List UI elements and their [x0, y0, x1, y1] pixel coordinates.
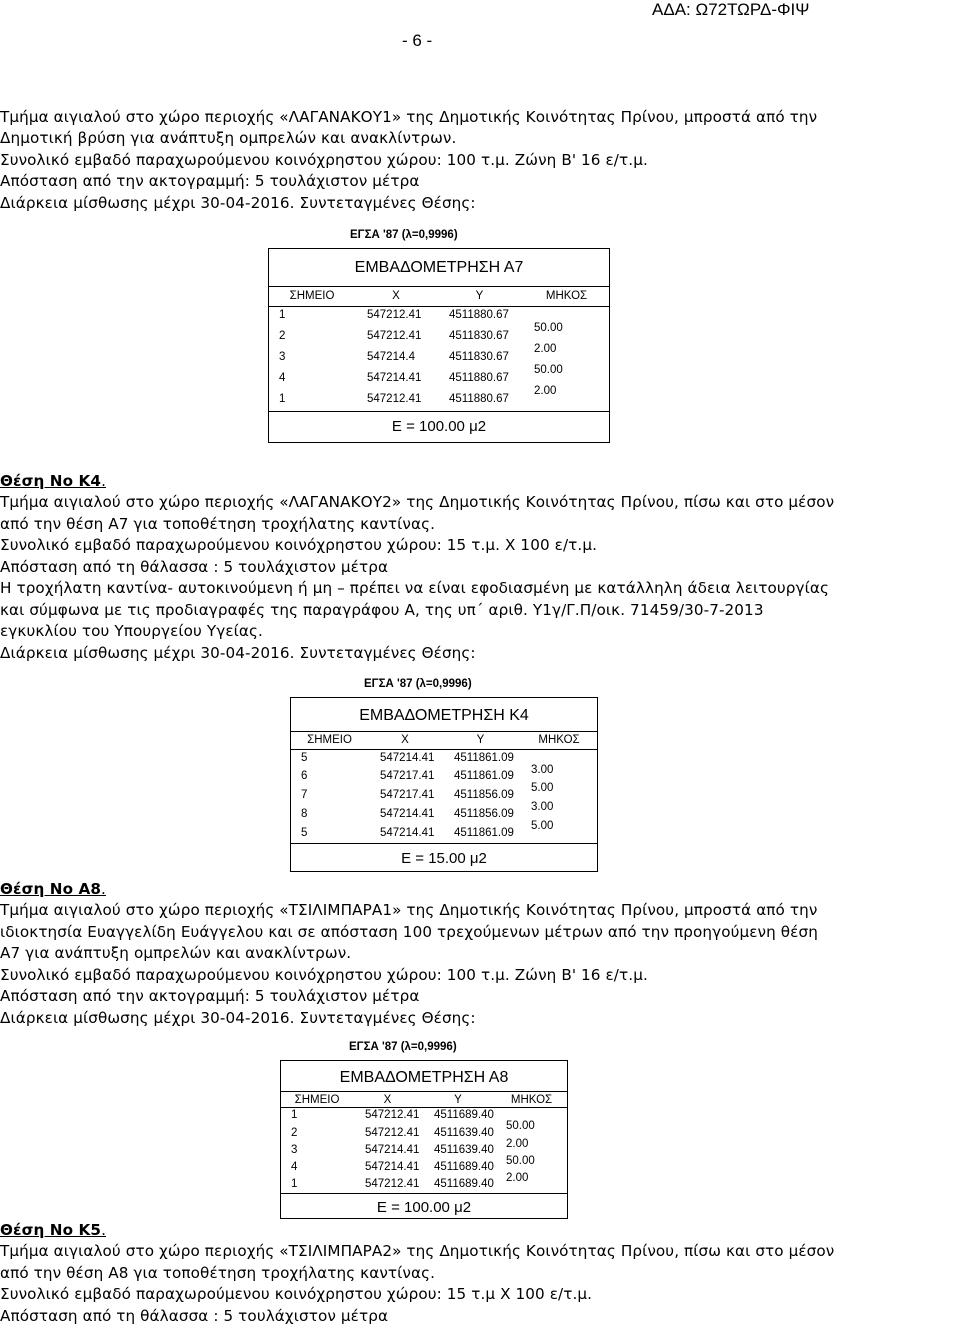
table-cell: 547214.41 [365, 1143, 420, 1156]
table-area-total: Ε = 15.00 μ2 [401, 849, 487, 867]
column-header: Υ [475, 289, 484, 302]
table-cell: 4511689.40 [434, 1178, 494, 1191]
column-header: ΜΗΚΟΣ [538, 734, 580, 747]
segment-length: 2.00 [506, 1137, 529, 1150]
table-cell: 547212.41 [367, 308, 422, 321]
text-line: Τμήμα αιγιαλού στο χώρο περιοχής «ΤΣΙΛΙΜΠΑΡΑ2» της Δημοτικής Κοινότητας Πρίνου, πίσω και στο μέσον [0, 1242, 835, 1260]
text-line: εγκυκλίου του Υπουργείου Υγείας. [0, 622, 263, 640]
table-frame [290, 697, 598, 872]
segment-length: 50.00 [506, 1154, 535, 1167]
table-rule [269, 306, 609, 307]
text-line: από την θέση Α7 για τοποθέτηση τροχήλατης καντίνας. [0, 515, 436, 533]
heading-text: Θέση Νο Κ4 [0, 472, 102, 490]
column-header: ΣΗΜΕΙΟ [294, 1093, 340, 1106]
text-line: Συνολικό εμβαδό παραχωρούμενου κοινόχρηστου χώρου: 100 τ.μ. Ζώνη Β' 16 ε/τ.μ. [0, 151, 648, 169]
segment-length: 2.00 [534, 385, 557, 398]
text-line: Συνολικό εμβαδό παραχωρούμενου κοινόχρηστου χώρου: 100 τ.μ. Ζώνη Β' 16 ε/τ.μ. [0, 966, 648, 984]
table-cell: 4511861.09 [454, 751, 514, 764]
table-rule [291, 843, 597, 844]
segment-length: 5.00 [531, 820, 554, 833]
table-rule [281, 1193, 567, 1194]
table-cell: 4511830.67 [449, 350, 509, 363]
table-rule [281, 1107, 567, 1108]
table-rule [269, 411, 609, 412]
segment-length: 2.00 [534, 343, 557, 356]
table-cell: 4511639.40 [434, 1143, 494, 1156]
table-caption: ΕΓΣΑ '87 (λ=0,9996) [350, 229, 458, 241]
table-caption: ΕΓΣΑ '87 (λ=0,9996) [364, 678, 472, 690]
table-cell: 4511689.40 [434, 1109, 494, 1122]
text-line: Απόσταση από τη θάλασσα : 5 τουλάχιστον μέτρα [0, 558, 389, 576]
table-rule [291, 731, 597, 732]
table-cell: 547217.41 [380, 789, 435, 802]
text-line: Διάρκεια μίσθωσης μέχρι 30-04-2016. Συντεταγμένες Θέσης: [0, 644, 476, 662]
table-cell: 4511880.67 [449, 392, 509, 405]
coordinates-table-k4 [290, 678, 598, 872]
table-frame [268, 248, 610, 443]
table-cell: 547212.41 [365, 1178, 420, 1191]
segment-length: 50.00 [534, 364, 563, 377]
table-cell: 3 [279, 350, 286, 363]
section-heading: Θέση Νο Κ5. [0, 1221, 106, 1239]
text-line: Συνολικό εμβαδό παραχωρούμενου κοινόχρηστου χώρου: 15 τ.μ Χ 100 ε/τ.μ. [0, 1285, 593, 1303]
document-code: ΑΔΑ: Ω72ΤΩΡΔ-ΦΙΨ [652, 0, 810, 19]
table-title: ΕΜΒΑΔΟΜΕΤΡΗΣΗ Α7 [354, 259, 524, 276]
text-line: και σύμφωνα με τις προδιαγραφές της παραγράφου Α, της υπ΄ αριθ. Υ1γ/Γ.Π/οικ. 71459/30-7-2013 [0, 601, 764, 619]
table-title: ΕΜΒΑΔΟΜΕΤΡΗΣΗ Κ4 [359, 707, 529, 724]
table-cell: 547214.4 [367, 350, 415, 363]
table-cell: 547212.41 [367, 392, 422, 405]
column-header: ΜΗΚΟΣ [545, 289, 588, 302]
text-line: ιδιοκτησία Ευαγγελίδη Ευάγγελου και σε απόσταση 100 τρεχούμενων μέτρων από την προηγούμενη θέση [0, 923, 818, 941]
column-header: Χ [401, 734, 409, 747]
segment-length: 2.00 [506, 1172, 529, 1185]
text-line: Α7 για ανάπτυξη ομπρελών και ανακλίντρων. [0, 944, 352, 962]
text-line: από την θέση Α8 για τοποθέτηση τροχήλατης καντίνας. [0, 1264, 436, 1282]
text-line: Απόσταση από την ακτογραμμή: 5 τουλάχιστον μέτρα [0, 987, 420, 1005]
table-cell: 4 [279, 371, 286, 384]
table-rule [291, 749, 597, 750]
coordinates-table-a8 [280, 1041, 568, 1219]
text-line: Απόσταση από τη θάλασσα : 5 τουλάχιστον μέτρα [0, 1307, 389, 1325]
text-line: Δημοτική βρύση για ανάπτυξη ομπρελών και ανακλίντρων. [0, 129, 457, 147]
table-cell: 547214.41 [380, 808, 435, 821]
table-caption: ΕΓΣΑ '87 (λ=0,9996) [349, 1041, 457, 1053]
page-number: - 6 - [402, 31, 433, 50]
segment-length: 50.00 [506, 1120, 535, 1133]
table-cell: 547214.41 [365, 1161, 420, 1173]
table-area-total: Ε = 100.00 μ2 [391, 418, 487, 436]
table-cell: 2 [291, 1126, 298, 1139]
heading-text: Θέση Νο Α8 [0, 880, 102, 898]
table-cell: 6 [301, 770, 308, 783]
table-cell: 2 [279, 329, 286, 342]
table-cell: 4511856.09 [454, 808, 514, 821]
text-line: Τμήμα αιγιαλού στο χώρο περιοχής «ΤΣΙΛΙΜΠΑΡΑ1» της Δημοτικής Κοινότητας Πρίνου, μπροστά από την [0, 901, 818, 919]
table-cell: 4511856.09 [454, 789, 514, 802]
table-cell: 5 [301, 751, 308, 764]
column-header: Υ [454, 1093, 462, 1106]
table-cell: 547212.41 [367, 329, 422, 342]
table-cell: 547212.41 [365, 1126, 420, 1139]
table-cell: 3 [291, 1143, 298, 1156]
table-cell: 4511861.09 [454, 770, 514, 783]
section-heading: Θέση Νο Κ4. [0, 472, 106, 490]
table-cell: 4511880.67 [449, 308, 509, 321]
segment-length: 3.00 [531, 763, 554, 776]
table-cell: 7 [301, 789, 308, 802]
text-line: Τμήμα αιγιαλού στο χώρο περιοχής «ΛΑΓΑΝΑΚΟΥ1» της Δημοτικής Κοινότητας Πρίνου, μπροστά από την [0, 108, 818, 126]
segment-length: 50.00 [534, 322, 563, 335]
table-cell: 4 [291, 1161, 298, 1173]
table-cell: 547217.41 [380, 770, 435, 783]
column-header: ΣΗΜΕΙΟ [289, 289, 335, 302]
table-cell: 547212.41 [365, 1109, 420, 1122]
text-line: Συνολικό εμβαδό παραχωρούμενου κοινόχρηστου χώρου: 15 τ.μ. Χ 100 ε/τ.μ. [0, 536, 598, 554]
table-title: ΕΜΒΑΔΟΜΕΤΡΗΣΗ Α8 [339, 1069, 509, 1086]
column-header: ΣΗΜΕΙΟ [307, 734, 352, 747]
table-cell: 1 [291, 1178, 298, 1191]
section-heading: Θέση Νο Α8. [0, 880, 106, 898]
table-cell: 4511689.40 [434, 1161, 494, 1173]
table-frame [280, 1060, 568, 1219]
text-line: Η τροχήλατη καντίνα- αυτοκινούμενη ή μη – πρέπει να είναι εφοδιασμένη με κατάλληλη άδεια λειτουργίας [0, 579, 829, 597]
table-cell: 4511639.40 [434, 1126, 494, 1139]
table-rule [269, 286, 609, 287]
text-line: Διάρκεια μίσθωσης μέχρι 30-04-2016. Συντεταγμένες Θέσης: [0, 1009, 476, 1027]
column-header: Χ [383, 1093, 392, 1106]
table-cell: 1 [279, 308, 286, 321]
column-header: Υ [476, 734, 485, 747]
table-cell: 547214.41 [380, 826, 435, 839]
column-header: Χ [392, 289, 400, 302]
table-cell: 1 [291, 1109, 298, 1122]
table-cell: 8 [301, 808, 308, 821]
table-cell: 4511880.67 [449, 371, 509, 384]
text-line: Τμήμα αιγιαλού στο χώρο περιοχής «ΛΑΓΑΝΑΚΟΥ2» της Δημοτικής Κοινότητας Πρίνου, πίσω και στο μέσον [0, 493, 835, 511]
coordinates-table-a7 [268, 229, 610, 443]
column-header: ΜΗΚΟΣ [510, 1093, 553, 1106]
table-cell: 547214.41 [367, 371, 422, 384]
table-cell: 4511830.67 [449, 329, 509, 342]
text-line: Διάρκεια μίσθωσης μέχρι 30-04-2016. Συντεταγμένες Θέσης: [0, 194, 476, 212]
segment-length: 5.00 [531, 782, 554, 795]
table-cell: 4511861.09 [454, 826, 514, 839]
table-cell: 5 [301, 826, 308, 839]
table-area-total: Ε = 100.00 μ2 [376, 1198, 472, 1216]
segment-length: 3.00 [531, 801, 554, 814]
table-cell: 1 [279, 392, 286, 405]
text-line: Απόσταση από την ακτογραμμή: 5 τουλάχιστον μέτρα [0, 172, 420, 190]
heading-text: Θέση Νο Κ5 [0, 1221, 102, 1239]
table-rule [281, 1091, 567, 1092]
table-cell: 547214.41 [380, 751, 435, 764]
